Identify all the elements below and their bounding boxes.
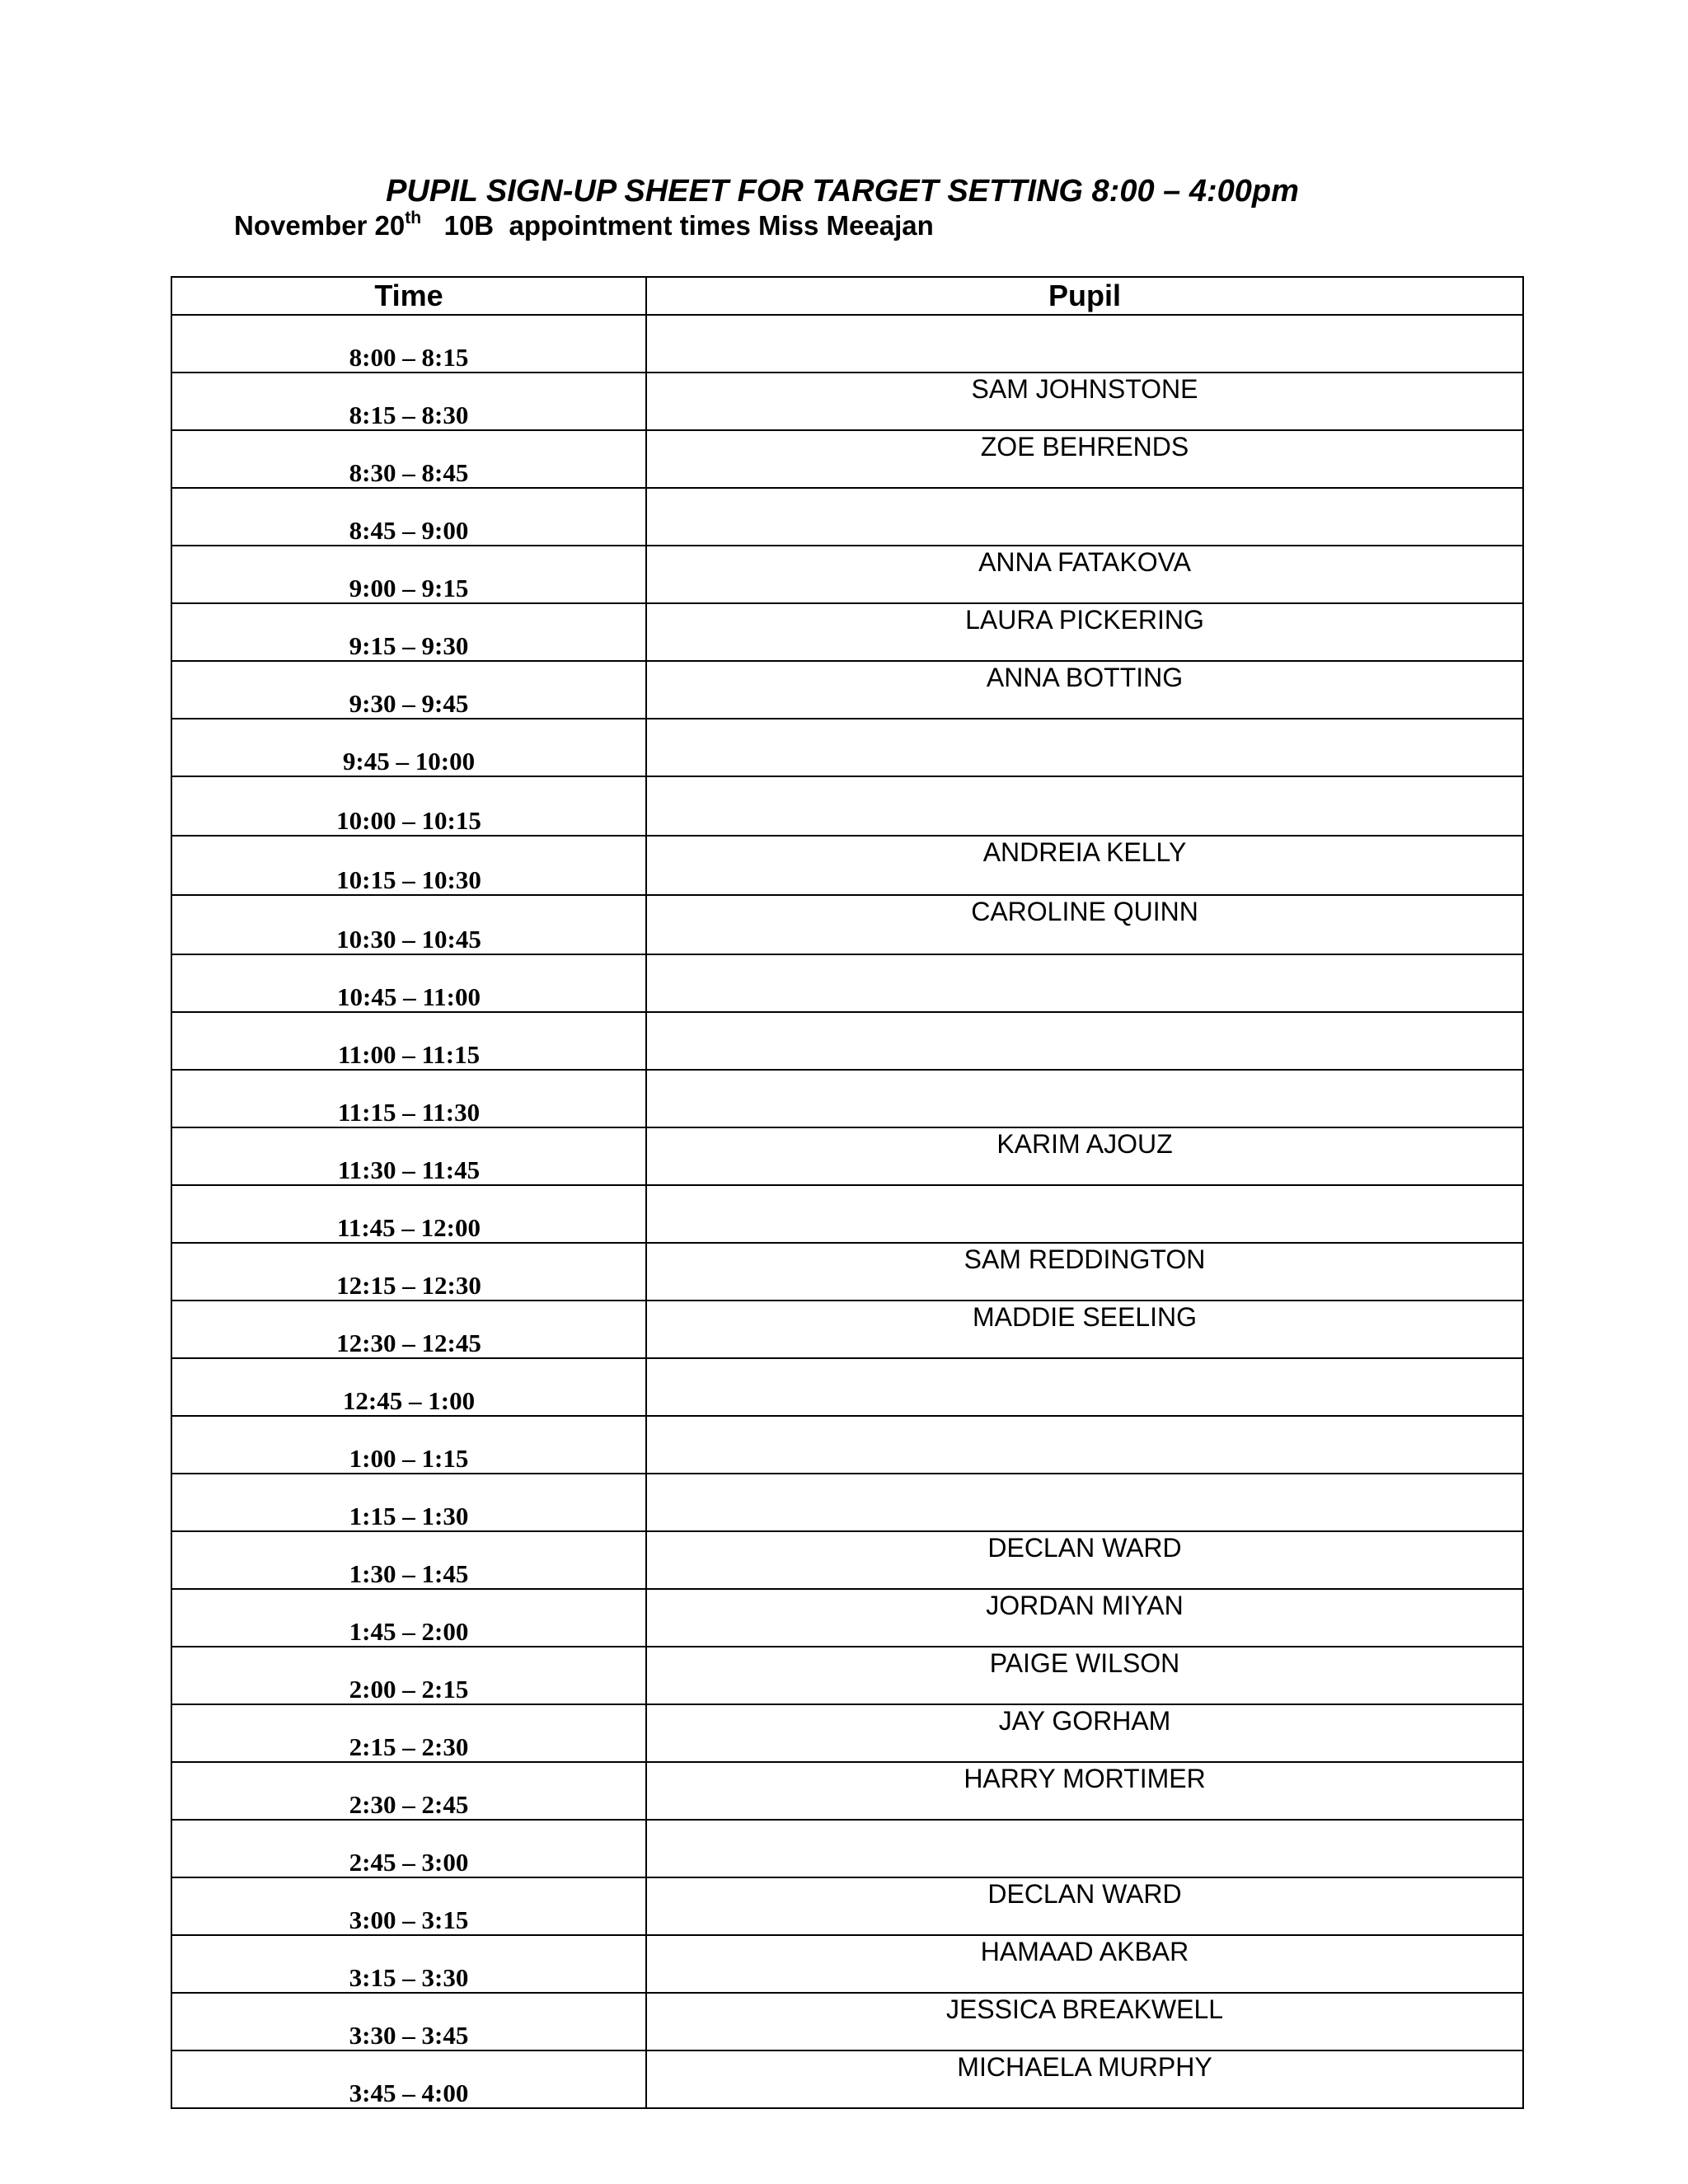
pupil-name-cell (646, 1416, 1523, 1474)
pupil-name-cell: DECLAN WARD (646, 1877, 1523, 1935)
table-row (171, 776, 1523, 836)
time-slot-cell: 2:45 – 3:00 (171, 1820, 646, 1877)
pupil-name-cell: HARRY MORTIMER (646, 1762, 1523, 1820)
time-slot-cell: 11:30 – 11:45 (171, 1127, 646, 1185)
time-slot-cell: 3:15 – 3:30 (171, 1935, 646, 1993)
class-teacher-text: 10B appointment times Miss Meeajan (421, 210, 934, 241)
table-row (171, 719, 1523, 776)
pupil-name-cell (646, 1474, 1523, 1531)
time-slot-cell: 8:45 – 9:00 (171, 488, 646, 546)
pupil-name-cell: HAMAAD AKBAR (646, 1935, 1523, 1993)
sheet-title (0, 171, 1688, 211)
time-slot-cell: 10:15 – 10:30 (171, 836, 646, 895)
table-row (171, 1589, 1523, 1647)
table-row (171, 2050, 1523, 2108)
pupil-name-cell (646, 488, 1523, 546)
time-slot-cell: 8:15 – 8:30 (171, 373, 646, 430)
pupil-column-header: Pupil (646, 277, 1523, 315)
time-slot-cell: 1:00 – 1:15 (171, 1416, 646, 1474)
table-row (171, 1301, 1523, 1358)
pupil-name-cell: JAY GORHAM (646, 1704, 1523, 1762)
time-slot-cell: 10:30 – 10:45 (171, 895, 646, 954)
time-column-header: Time (171, 277, 646, 315)
table-row (171, 1474, 1523, 1531)
time-slot-cell: 3:45 – 4:00 (171, 2050, 646, 2108)
time-slot-cell: 8:30 – 8:45 (171, 430, 646, 488)
time-slot-cell: 12:15 – 12:30 (171, 1243, 646, 1301)
table-row (171, 488, 1523, 546)
pupil-name-cell: ANDREIA KELLY (646, 836, 1523, 895)
pupil-name-cell (646, 719, 1523, 776)
table-row (171, 1820, 1523, 1877)
sign-up-table (171, 276, 1524, 2109)
sheet-subtitle (234, 208, 934, 248)
pupil-name-cell (646, 1185, 1523, 1243)
date-text: November 20 (234, 210, 406, 241)
time-slot-cell: 11:45 – 12:00 (171, 1185, 646, 1243)
pupil-name-cell: KARIM AJOUZ (646, 1127, 1523, 1185)
pupil-name-cell: MADDIE SEELING (646, 1301, 1523, 1358)
table-row (171, 1935, 1523, 1993)
table-row (171, 546, 1523, 603)
table-row (171, 1762, 1523, 1820)
table-row (171, 1012, 1523, 1070)
table-row (171, 1993, 1523, 2050)
time-slot-cell: 3:30 – 3:45 (171, 1993, 646, 2050)
time-slot-cell: 9:30 – 9:45 (171, 661, 646, 719)
pupil-name-cell: SAM JOHNSTONE (646, 373, 1523, 430)
time-slot-cell: 9:00 – 9:15 (171, 546, 646, 603)
table-row (171, 315, 1523, 373)
table-header-row (171, 277, 1523, 315)
table-row (171, 1358, 1523, 1416)
pupil-name-cell (646, 1358, 1523, 1416)
pupil-name-cell: CAROLINE QUINN (646, 895, 1523, 954)
sheet-title-text: PUPIL SIGN-UP SHEET FOR TARGET SETTING 8:00 – 4:00pm (386, 174, 1299, 209)
table-row (171, 1127, 1523, 1185)
time-slot-cell: 10:45 – 11:00 (171, 954, 646, 1012)
time-slot-cell: 1:30 – 1:45 (171, 1531, 646, 1589)
time-slot-cell: 1:15 – 1:30 (171, 1474, 646, 1531)
time-slot-cell: 12:30 – 12:45 (171, 1301, 646, 1358)
time-slot-cell: 8:00 – 8:15 (171, 315, 646, 373)
pupil-name-cell: JORDAN MIYAN (646, 1589, 1523, 1647)
time-slot-cell: 1:45 – 2:00 (171, 1589, 646, 1647)
pupil-name-cell: ANNA FATAKOVA (646, 546, 1523, 603)
table-row (171, 836, 1523, 895)
pupil-name-cell: DECLAN WARD (646, 1531, 1523, 1589)
time-slot-cell: 12:45 – 1:00 (171, 1358, 646, 1416)
time-slot-cell: 9:15 – 9:30 (171, 603, 646, 661)
pupil-name-cell (646, 1012, 1523, 1070)
table-row (171, 1704, 1523, 1762)
table-row (171, 1185, 1523, 1243)
pupil-name-cell (646, 315, 1523, 373)
table-row (171, 895, 1523, 954)
table-body (171, 315, 1523, 2108)
pupil-name-cell (646, 776, 1523, 836)
time-slot-cell: 11:00 – 11:15 (171, 1012, 646, 1070)
time-slot-cell: 9:45 – 10:00 (171, 719, 646, 776)
pupil-name-cell: JESSICA BREAKWELL (646, 1993, 1523, 2050)
table-row (171, 1243, 1523, 1301)
pupil-name-cell (646, 954, 1523, 1012)
time-slot-cell: 11:15 – 11:30 (171, 1070, 646, 1127)
time-slot-cell: 2:15 – 2:30 (171, 1704, 646, 1762)
table-row (171, 661, 1523, 719)
pupil-name-cell: SAM REDDINGTON (646, 1243, 1523, 1301)
table-row (171, 603, 1523, 661)
table-row (171, 1877, 1523, 1935)
table-row (171, 1647, 1523, 1704)
date-ordinal: th (405, 209, 422, 227)
time-slot-cell: 2:30 – 2:45 (171, 1762, 646, 1820)
pupil-name-cell (646, 1820, 1523, 1877)
pupil-name-cell (646, 1070, 1523, 1127)
table-row (171, 430, 1523, 488)
pupil-name-cell: MICHAELA MURPHY (646, 2050, 1523, 2108)
time-slot-cell: 2:00 – 2:15 (171, 1647, 646, 1704)
table-row (171, 1531, 1523, 1589)
table-row (171, 1070, 1523, 1127)
pupil-name-cell: ZOE BEHRENDS (646, 430, 1523, 488)
time-slot-cell: 10:00 – 10:15 (171, 776, 646, 836)
table-row (171, 954, 1523, 1012)
time-slot-cell: 3:00 – 3:15 (171, 1877, 646, 1935)
table-row (171, 1416, 1523, 1474)
pupil-name-cell: PAIGE WILSON (646, 1647, 1523, 1704)
pupil-name-cell: LAURA PICKERING (646, 603, 1523, 661)
table-row (171, 373, 1523, 430)
pupil-name-cell: ANNA BOTTING (646, 661, 1523, 719)
